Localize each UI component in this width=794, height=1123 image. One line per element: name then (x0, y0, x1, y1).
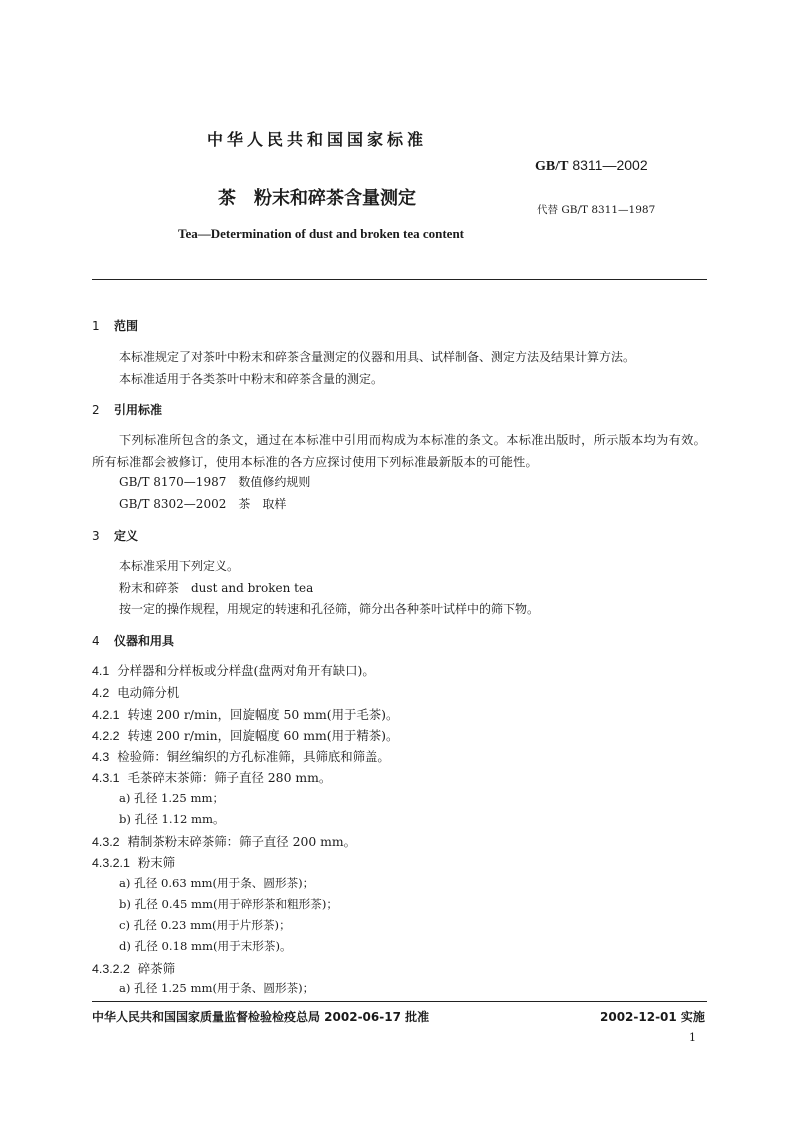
clause-text: 碎茶筛 (137, 961, 176, 976)
effective-date: 2002-12-01 实施 (600, 1010, 705, 1024)
clause-4-2-1 (92, 705, 398, 723)
list-item: c) 孔径 0.23 mm(用于片形茶)； (119, 918, 291, 932)
list-item: a) 孔径 1.25 mm(用于条、圆形茶)； (119, 981, 315, 995)
section-1-paragraph-1: 本标准规定了对茶叶中粉末和碎茶含量测定的仪器和用具、试样制备、测定方法及结果计算方法。 (119, 350, 636, 364)
header-divider (92, 279, 707, 280)
document-title: 茶 粉末和碎茶含量测定 (218, 188, 416, 209)
section-number: 4 (92, 634, 100, 648)
section-title: 仪器和用具 (114, 634, 175, 648)
clause-text: 转速 200 r/min，回旋幅度 50 mm(用于毛茶)。 (127, 707, 399, 722)
clause-text: 毛茶碎末茶筛：筛子直径 280 mm。 (127, 770, 332, 785)
definition-text: 按一定的操作规程，用规定的转速和孔径筛，筛分出各种茶叶试样中的筛下物。 (119, 602, 540, 616)
section-2-paragraph: 下列标准所包含的条文，通过在本标准中引用而构成为本标准的条文。本标准出版时，所示版本均为有效。所有标准都会被修订，使用本标准的各方应探讨使用下列标准最新版本的可能性。 (92, 433, 706, 469)
english-title: Tea—Determination of dust and broken tea content (178, 226, 465, 241)
list-item: d) 孔径 0.18 mm(用于末形茶)。 (119, 939, 292, 953)
clause-number: 4.1 (92, 664, 110, 678)
clause-text: 分样器和分样板或分样盘(盘两对角开有缺口)。 (117, 663, 375, 678)
section-title: 范围 (114, 319, 139, 333)
standard-code-prefix: GB/T (535, 159, 569, 174)
clause-text: 检验筛：铜丝编织的方孔标准筛，具筛底和筛盖。 (117, 749, 390, 764)
clause-4-2-2 (92, 726, 398, 744)
section-2-heading (92, 401, 162, 418)
section-title: 引用标准 (114, 403, 163, 417)
clause-number: 4.2.1 (92, 708, 120, 722)
page-number: 1 (689, 1031, 696, 1044)
section-1-paragraph-2: 本标准适用于各类茶叶中粉末和碎茶含量的测定。 (119, 372, 384, 386)
replaces-note: 代替 GB/T 8311—1987 (537, 204, 656, 216)
list-item: a) 孔径 1.25 mm； (119, 791, 225, 805)
clause-4-3-1 (92, 768, 331, 786)
list-item: a) 孔径 0.63 mm(用于条、圆形茶)； (119, 876, 315, 890)
reference-item-1: GB/T 8170—1987 数值修约规则 (119, 475, 311, 489)
clause-4-3-2-1 (92, 853, 175, 871)
clause-number: 4.3.2.1 (92, 856, 130, 870)
clause-4-3-2 (92, 832, 356, 850)
section-title: 定义 (114, 529, 139, 543)
standard-code (535, 157, 648, 175)
clause-text: 精制茶粉末碎茶筛：筛子直径 200 mm。 (127, 834, 357, 849)
clause-number: 4.2 (92, 686, 110, 700)
section-3-heading (92, 527, 138, 544)
issuer-approval: 中华人民共和国国家质量监督检验检疫总局 2002-06-17 批准 (92, 1010, 430, 1024)
clause-text: 转速 200 r/min，回旋幅度 60 mm(用于精茶)。 (127, 728, 399, 743)
clause-number: 4.3 (92, 750, 110, 764)
clause-4-2 (92, 683, 179, 701)
clause-4-3 (92, 747, 390, 765)
section-4-heading (92, 632, 174, 649)
section-1-heading (92, 317, 138, 334)
clause-number: 4.2.2 (92, 729, 120, 743)
clause-4-3-2-2 (92, 959, 175, 977)
standard-code-number: 8311—2002 (572, 157, 648, 173)
section-number: 2 (92, 403, 100, 417)
list-item: b) 孔径 0.45 mm(用于碎形茶和粗形茶)； (119, 897, 338, 911)
clause-number: 4.3.2.2 (92, 962, 130, 976)
clause-text: 粉末筛 (137, 855, 176, 870)
clause-number: 4.3.1 (92, 771, 120, 785)
reference-item-2: GB/T 8302—2002 茶 取样 (119, 497, 287, 511)
section-number: 3 (92, 529, 100, 543)
list-item: b) 孔径 1.12 mm。 (119, 812, 225, 826)
standard-category-title: 中华人民共和国国家标准 (207, 130, 428, 149)
clause-number: 4.3.2 (92, 835, 120, 849)
clause-text: 电动筛分机 (117, 685, 180, 700)
footer-divider (92, 1001, 707, 1002)
definition-term: 粉末和碎茶 dust and broken tea (119, 581, 314, 595)
section-3-paragraph: 本标准采用下列定义。 (119, 559, 240, 573)
section-number: 1 (92, 319, 100, 333)
clause-4-1 (92, 661, 375, 679)
